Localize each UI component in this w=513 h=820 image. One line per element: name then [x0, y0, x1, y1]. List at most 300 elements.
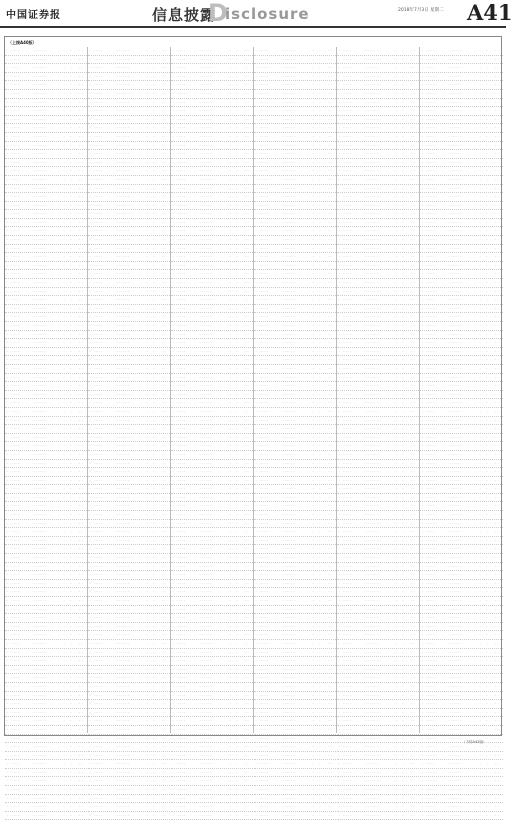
- row-seq: ··: [255, 229, 258, 233]
- table-row: [171, 717, 253, 726]
- status-cell: ·· ··: [410, 504, 415, 508]
- flag-b-cell: ··: [485, 66, 488, 70]
- status-cell: ·· ··: [161, 152, 166, 156]
- table-row: [88, 571, 170, 580]
- fund-manager-cell: ·· ·· ·· ··: [259, 538, 269, 542]
- fund-name-cell: ·· ·· ·· ·· ·· ··: [282, 349, 296, 353]
- table-row: [88, 649, 170, 658]
- row-seq: ··: [89, 435, 92, 439]
- table-row: [5, 176, 87, 185]
- table-row: [171, 124, 253, 133]
- flag-a-cell: ··: [229, 641, 231, 645]
- flag-a-cell: ··: [395, 719, 397, 723]
- fund-manager-cell: ·· ·· ·· ··: [176, 736, 186, 740]
- fund-manager-cell: ·· ·· ·· ··: [176, 366, 186, 370]
- fund-manager-cell: ·· ·· ·· ··: [425, 409, 435, 413]
- status-cell: ·· ··: [410, 392, 415, 396]
- row-seq: ··: [89, 203, 92, 207]
- row-seq: ··: [6, 152, 9, 156]
- row-seq: ··: [421, 788, 424, 792]
- flag-a-cell: ··: [63, 126, 65, 130]
- flag-b-cell: ··: [402, 495, 404, 499]
- row-seq: ··: [89, 521, 92, 525]
- fund-manager-cell: ·· ·· ·· ··: [93, 315, 103, 319]
- status-cell: ·· ··: [78, 212, 83, 216]
- fund-manager-cell: ·· ·· ·· ··: [259, 650, 269, 654]
- flag-b-cell: ··: [70, 289, 72, 293]
- flag-a-cell: ··: [479, 444, 481, 448]
- fund-manager-cell: ·· ·· ·· ··: [259, 796, 269, 800]
- row-seq: ··: [338, 538, 341, 542]
- row-seq: ··: [421, 616, 424, 620]
- flag-a-cell: ··: [312, 195, 314, 199]
- fund-name-cell: ·· ·· ·· ·· ·· ··: [116, 401, 130, 405]
- status-cell: ·· ··: [327, 435, 332, 439]
- table-row: [88, 399, 170, 408]
- table-row: [171, 485, 253, 494]
- flag-b-cell: ··: [402, 238, 404, 242]
- status-cell: ·· ··: [410, 358, 415, 362]
- status-cell: ·· ··: [494, 100, 499, 104]
- fund-manager-cell: ·· ·· ·· ··: [93, 57, 103, 61]
- fund-name-cell: ·· ·· ·· ·· ·· ··: [365, 745, 379, 749]
- fund-name-cell: ·· ·· ·· ·· ·· ··: [199, 401, 213, 405]
- flag-b-cell: ··: [402, 676, 404, 680]
- flag-a-cell: ··: [229, 160, 231, 164]
- table-row: [337, 356, 419, 365]
- flag-a-cell: ··: [395, 513, 397, 517]
- flag-a-cell: ··: [229, 427, 231, 431]
- fund-manager-cell: ·· ·· ·· ··: [10, 530, 20, 534]
- flag-a-cell: ··: [312, 229, 314, 233]
- table-row: [420, 674, 503, 683]
- status-cell: ·· ··: [410, 788, 415, 792]
- flag-b-cell: ··: [402, 521, 404, 525]
- flag-a-cell: ··: [63, 409, 65, 413]
- flag-a-cell: ··: [395, 74, 397, 78]
- flag-a-cell: ··: [395, 409, 397, 413]
- row-seq: ··: [6, 753, 9, 757]
- fund-name-cell: ·· ·· ·· ·· ·· ··: [282, 246, 296, 250]
- row-seq: ··: [338, 375, 341, 379]
- row-seq: ··: [89, 770, 92, 774]
- flag-b-cell: ··: [319, 607, 321, 611]
- fund-name-cell: ·· ·· ·· ·· ·· ··: [365, 152, 379, 156]
- fund-name-cell: ·· ·· ·· ·· ·· ··: [33, 650, 47, 654]
- table-row: [88, 296, 170, 305]
- fund-name-cell: ·· ·· ·· ·· ·· ··: [365, 779, 379, 783]
- flag-a-cell: ··: [146, 57, 148, 61]
- status-cell: ·· ··: [410, 409, 415, 413]
- status-cell: ·· ··: [161, 599, 166, 602]
- fund-manager-cell: ·· ·· ·· ··: [259, 409, 269, 413]
- flag-a-cell: ··: [312, 753, 314, 757]
- fund-name-cell: ·· ·· ·· ·· ·· ··: [116, 650, 130, 654]
- fund-manager-cell: ·· ·· ·· ··: [10, 547, 20, 551]
- row-seq: ··: [338, 684, 341, 688]
- row-seq: ··: [421, 324, 424, 327]
- row-seq: ··: [89, 246, 92, 250]
- row-seq: ··: [255, 693, 258, 697]
- row-seq: ··: [89, 375, 92, 379]
- status-cell: ·· ··: [244, 109, 249, 113]
- fund-manager-cell: ·· ·· ·· ··: [259, 573, 269, 577]
- flag-b-cell: ··: [319, 384, 321, 388]
- fund-manager-cell: ·· ·· ·· ··: [10, 409, 20, 413]
- row-seq: ··: [338, 143, 341, 147]
- flag-a-cell: ··: [479, 564, 481, 568]
- row-seq: ··: [255, 538, 258, 542]
- fund-name-cell: ·· ·· ·· ·· ·· ··: [116, 100, 130, 104]
- status-cell: ·· ··: [244, 504, 249, 508]
- flag-a-cell: ··: [312, 513, 314, 517]
- table-row: [5, 760, 87, 769]
- fund-manager-cell: ·· ·· ·· ··: [425, 521, 435, 525]
- flag-a-cell: ··: [312, 341, 314, 345]
- fund-manager-cell: ·· ·· ·· ··: [176, 220, 186, 224]
- fund-manager-cell: ·· ·· ·· ··: [425, 504, 435, 508]
- table-row: [171, 288, 253, 297]
- fund-manager-cell: ·· ·· ·· ··: [176, 246, 186, 250]
- flag-a-cell: ··: [63, 513, 65, 517]
- table-row: [171, 365, 253, 374]
- row-seq: ··: [172, 796, 175, 800]
- row-seq: ··: [421, 745, 424, 749]
- fund-manager-cell: ·· ·· ·· ··: [259, 66, 269, 70]
- fund-manager-cell: ·· ·· ·· ··: [10, 289, 20, 293]
- status-cell: ·· ··: [494, 117, 499, 121]
- status-cell: ·· ··: [410, 564, 415, 568]
- flag-a-cell: ··: [63, 813, 65, 817]
- status-cell: ·· ··: [244, 684, 249, 688]
- flag-a-cell: ··: [229, 607, 231, 611]
- fund-manager-cell: ·· ·· ·· ··: [10, 306, 20, 310]
- fund-manager-cell: ·· ·· ·· ··: [176, 616, 186, 620]
- fund-manager-cell: ·· ·· ·· ··: [93, 427, 103, 431]
- row-seq: ··: [421, 401, 424, 405]
- fund-name-cell: ·· ·· ·· ·· ·· ··: [199, 152, 213, 156]
- row-seq: ··: [421, 289, 424, 293]
- fund-manager-cell: ·· ·· ·· ··: [259, 564, 269, 568]
- fund-manager-cell: ·· ·· ·· ··: [10, 607, 20, 611]
- row-seq: ··: [338, 427, 341, 431]
- fund-manager-cell: ·· ·· ·· ··: [425, 599, 435, 602]
- flag-b-cell: ··: [485, 375, 488, 379]
- flag-b-cell: ··: [236, 57, 238, 61]
- flag-a-cell: ··: [312, 91, 314, 95]
- flag-b-cell: ··: [319, 693, 321, 697]
- status-cell: ·· ··: [494, 504, 499, 508]
- status-cell: ·· ··: [244, 281, 249, 285]
- fund-manager-cell: ·· ·· ·· ··: [176, 229, 186, 233]
- flag-a-cell: ··: [395, 255, 397, 259]
- fund-manager-cell: ·· ·· ·· ··: [342, 650, 352, 654]
- fund-manager-cell: ·· ·· ·· ··: [425, 358, 435, 362]
- fund-name-cell: ·· ·· ·· ·· ·· ··: [448, 203, 462, 207]
- flag-a-cell: ··: [395, 538, 397, 542]
- status-cell: ·· ··: [327, 332, 332, 336]
- fund-name-cell: ·· ·· ·· ·· ·· ··: [199, 341, 213, 345]
- status-cell: ·· ··: [161, 641, 166, 645]
- flag-b-cell: ··: [402, 762, 404, 766]
- fund-name-cell: ·· ·· ·· ·· ·· ··: [33, 788, 47, 792]
- fund-manager-cell: ·· ·· ·· ··: [10, 719, 20, 723]
- flag-a-cell: ··: [229, 676, 231, 680]
- row-seq: ··: [6, 298, 9, 302]
- status-cell: ·· ··: [161, 452, 166, 456]
- flag-b-cell: ··: [319, 650, 321, 654]
- table-row: [88, 588, 170, 597]
- flag-b-cell: ··: [236, 100, 238, 104]
- flag-b-cell: ··: [236, 332, 238, 336]
- fund-name-cell: ·· ·· ·· ·· ·· ··: [282, 109, 296, 113]
- fund-name-cell: ·· ·· ·· ·· ·· ··: [199, 521, 213, 525]
- row-seq: ··: [338, 66, 341, 70]
- fund-manager-cell: ·· ·· ·· ··: [93, 530, 103, 534]
- flag-b-cell: ··: [153, 91, 155, 95]
- fund-name-cell: ·· ·· ·· ·· ·· ··: [33, 710, 47, 714]
- flag-a-cell: ··: [63, 169, 65, 173]
- fund-manager-cell: ·· ·· ·· ··: [10, 100, 20, 104]
- flag-b-cell: ··: [485, 779, 488, 783]
- status-cell: ·· ··: [494, 693, 499, 697]
- table-row: [254, 468, 336, 477]
- status-cell: ·· ··: [161, 753, 166, 757]
- table-row: [5, 640, 87, 649]
- flag-b-cell: ··: [153, 57, 155, 61]
- fund-manager-cell: ·· ·· ·· ··: [342, 607, 352, 611]
- flag-a-cell: ··: [146, 702, 148, 706]
- row-seq: ··: [421, 418, 424, 422]
- flag-a-cell: ··: [146, 470, 148, 474]
- status-cell: ·· ··: [327, 581, 332, 585]
- row-seq: ··: [6, 57, 9, 61]
- row-seq: ··: [338, 633, 341, 637]
- status-cell: ·· ··: [78, 220, 83, 224]
- status-cell: ·· ··: [327, 49, 332, 52]
- flag-a-cell: ··: [312, 177, 314, 181]
- flag-a-cell: ··: [479, 49, 481, 52]
- flag-a-cell: ··: [395, 521, 397, 525]
- fund-name-cell: ·· ·· ·· ·· ·· ··: [365, 435, 379, 439]
- row-seq: ··: [6, 341, 9, 345]
- fund-manager-cell: ·· ·· ·· ··: [342, 229, 352, 233]
- row-seq: ··: [421, 195, 424, 199]
- row-seq: ··: [255, 384, 258, 388]
- table-row: [337, 417, 419, 426]
- fund-name-cell: ·· ·· ·· ·· ·· ··: [116, 745, 130, 749]
- table-row: [171, 425, 253, 434]
- table-row: [171, 391, 253, 400]
- status-cell: ·· ··: [327, 349, 332, 353]
- status-cell: ·· ··: [161, 590, 166, 594]
- table-row: [254, 674, 336, 683]
- flag-a-cell: ··: [63, 564, 65, 568]
- table-row: [5, 795, 87, 804]
- fund-manager-cell: ·· ·· ·· ··: [93, 753, 103, 757]
- flag-b-cell: ··: [153, 745, 155, 749]
- fund-name-cell: ·· ·· ·· ·· ·· ··: [448, 263, 462, 267]
- row-seq: ··: [338, 805, 341, 809]
- flag-b-cell: ··: [153, 650, 155, 654]
- status-cell: ·· ··: [327, 134, 332, 138]
- row-seq: ··: [338, 444, 341, 448]
- row-seq: ··: [338, 255, 341, 259]
- row-seq: ··: [338, 452, 341, 456]
- fund-manager-cell: ·· ·· ·· ··: [425, 152, 435, 156]
- fund-manager-cell: ·· ·· ·· ··: [259, 298, 269, 302]
- flag-b-cell: ··: [236, 143, 238, 147]
- flag-b-cell: ··: [319, 263, 321, 267]
- flag-a-cell: ··: [146, 298, 148, 302]
- table-row: [171, 537, 253, 546]
- status-cell: ·· ··: [244, 238, 249, 242]
- table-row: [5, 262, 87, 271]
- fund-manager-cell: ·· ·· ·· ··: [259, 487, 269, 491]
- fund-manager-cell: ·· ·· ·· ··: [10, 401, 20, 405]
- fund-name-cell: ·· ·· ·· ·· ·· ··: [282, 306, 296, 310]
- row-seq: ··: [255, 590, 258, 594]
- row-seq: ··: [89, 573, 92, 577]
- row-seq: ··: [338, 564, 341, 568]
- fund-manager-cell: ·· ·· ·· ··: [259, 495, 269, 499]
- row-seq: ··: [172, 573, 175, 577]
- status-cell: ·· ··: [410, 590, 415, 594]
- flag-b-cell: ··: [70, 650, 72, 654]
- flag-b-cell: ··: [236, 169, 238, 173]
- flag-a-cell: ··: [395, 349, 397, 353]
- flag-b-cell: ··: [319, 229, 321, 233]
- fund-manager-cell: ·· ·· ·· ··: [425, 590, 435, 594]
- status-cell: ·· ··: [161, 375, 166, 379]
- flag-a-cell: ··: [229, 143, 231, 147]
- flag-b-cell: ··: [485, 538, 488, 542]
- fund-manager-cell: ·· ·· ·· ··: [425, 392, 435, 396]
- flag-b-cell: ··: [153, 702, 155, 706]
- table-row: [420, 408, 503, 417]
- status-cell: ·· ··: [78, 762, 83, 766]
- table-row: [171, 253, 253, 262]
- flag-b-cell: ··: [236, 238, 238, 242]
- row-seq: ··: [89, 693, 92, 697]
- status-cell: ·· ··: [410, 306, 415, 310]
- table-row: [420, 322, 503, 331]
- table-row: [88, 236, 170, 245]
- fund-name-cell: ·· ·· ·· ·· ·· ··: [448, 762, 462, 766]
- fund-manager-cell: ·· ·· ·· ··: [425, 203, 435, 207]
- flag-a-cell: ··: [312, 143, 314, 147]
- table-row: [337, 288, 419, 297]
- fund-name-cell: ·· ·· ·· ·· ·· ··: [199, 384, 213, 388]
- row-seq: ··: [172, 710, 175, 714]
- table-row: [88, 262, 170, 271]
- table-row: [171, 580, 253, 589]
- status-cell: ·· ··: [244, 272, 249, 276]
- fund-name-cell: ·· ·· ·· ·· ·· ··: [448, 770, 462, 774]
- flag-a-cell: ··: [395, 796, 397, 800]
- fund-name-cell: ·· ·· ·· ·· ·· ··: [282, 418, 296, 422]
- status-cell: ·· ··: [78, 263, 83, 267]
- fund-name-cell: ·· ·· ·· ·· ·· ··: [33, 633, 47, 637]
- status-cell: ·· ··: [161, 813, 166, 817]
- flag-b-cell: ··: [402, 74, 404, 78]
- flag-b-cell: ··: [319, 375, 321, 379]
- flag-a-cell: ··: [312, 427, 314, 431]
- fund-name-cell: ·· ·· ·· ·· ·· ··: [282, 633, 296, 637]
- flag-a-cell: ··: [229, 324, 231, 327]
- fund-name-cell: ·· ·· ·· ·· ·· ··: [282, 478, 296, 482]
- flag-b-cell: ··: [319, 573, 321, 577]
- fund-manager-cell: ·· ·· ·· ··: [176, 255, 186, 259]
- flag-b-cell: ··: [402, 384, 404, 388]
- row-seq: ··: [172, 238, 175, 242]
- status-cell: ·· ··: [327, 813, 332, 817]
- flag-b-cell: ··: [402, 547, 404, 551]
- masthead: [0, 0, 513, 28]
- fund-name-cell: ·· ·· ·· ·· ·· ··: [282, 57, 296, 61]
- fund-manager-cell: ·· ·· ·· ··: [93, 745, 103, 749]
- flag-b-cell: ··: [153, 444, 155, 448]
- fund-name-cell: ·· ·· ·· ·· ·· ··: [448, 667, 462, 671]
- row-seq: ··: [421, 91, 424, 95]
- status-cell: ·· ··: [410, 745, 415, 749]
- flag-b-cell: ··: [319, 504, 321, 508]
- status-cell: ·· ··: [494, 762, 499, 766]
- row-seq: ··: [338, 306, 341, 310]
- fund-manager-cell: ·· ·· ·· ··: [176, 341, 186, 345]
- fund-manager-cell: ·· ·· ·· ··: [342, 220, 352, 224]
- row-seq: ··: [172, 581, 175, 585]
- fund-name-cell: ·· ·· ·· ·· ·· ··: [365, 581, 379, 585]
- row-seq: ··: [421, 349, 424, 353]
- fund-name-cell: ·· ·· ·· ·· ·· ··: [448, 813, 462, 817]
- fund-manager-cell: ·· ·· ·· ··: [93, 117, 103, 121]
- flag-b-cell: ··: [236, 667, 238, 671]
- fund-manager-cell: ·· ·· ·· ··: [93, 693, 103, 697]
- status-cell: ·· ··: [161, 487, 166, 491]
- table-row: [88, 554, 170, 563]
- row-seq: ··: [421, 513, 424, 517]
- flag-a-cell: ··: [312, 66, 314, 70]
- table-row: [254, 700, 336, 709]
- status-cell: ·· ··: [327, 324, 332, 327]
- table-row: [88, 322, 170, 331]
- status-cell: ·· ··: [327, 186, 332, 190]
- row-seq: ··: [6, 186, 9, 190]
- fund-manager-cell: ·· ·· ·· ··: [10, 478, 20, 482]
- row-seq: ··: [172, 513, 175, 517]
- fund-manager-cell: ·· ·· ·· ··: [259, 306, 269, 310]
- row-seq: ··: [172, 788, 175, 792]
- flag-b-cell: ··: [402, 255, 404, 259]
- status-cell: ·· ··: [244, 788, 249, 792]
- flag-b-cell: ··: [402, 418, 404, 422]
- flag-b-cell: ··: [236, 573, 238, 577]
- table-row: [88, 56, 170, 65]
- row-seq: ··: [255, 650, 258, 654]
- fund-name-cell: ·· ·· ·· ·· ·· ··: [199, 762, 213, 766]
- flag-a-cell: ··: [146, 495, 148, 499]
- fund-name-cell: ·· ·· ·· ·· ·· ··: [116, 693, 130, 697]
- fund-manager-cell: ·· ·· ·· ··: [425, 212, 435, 216]
- flag-a-cell: ··: [63, 229, 65, 233]
- row-seq: ··: [338, 624, 341, 628]
- flag-a-cell: ··: [479, 753, 481, 757]
- flag-a-cell: ··: [312, 49, 314, 52]
- table-row: [88, 64, 170, 73]
- row-seq: ··: [255, 100, 258, 104]
- flag-b-cell: ··: [319, 74, 321, 78]
